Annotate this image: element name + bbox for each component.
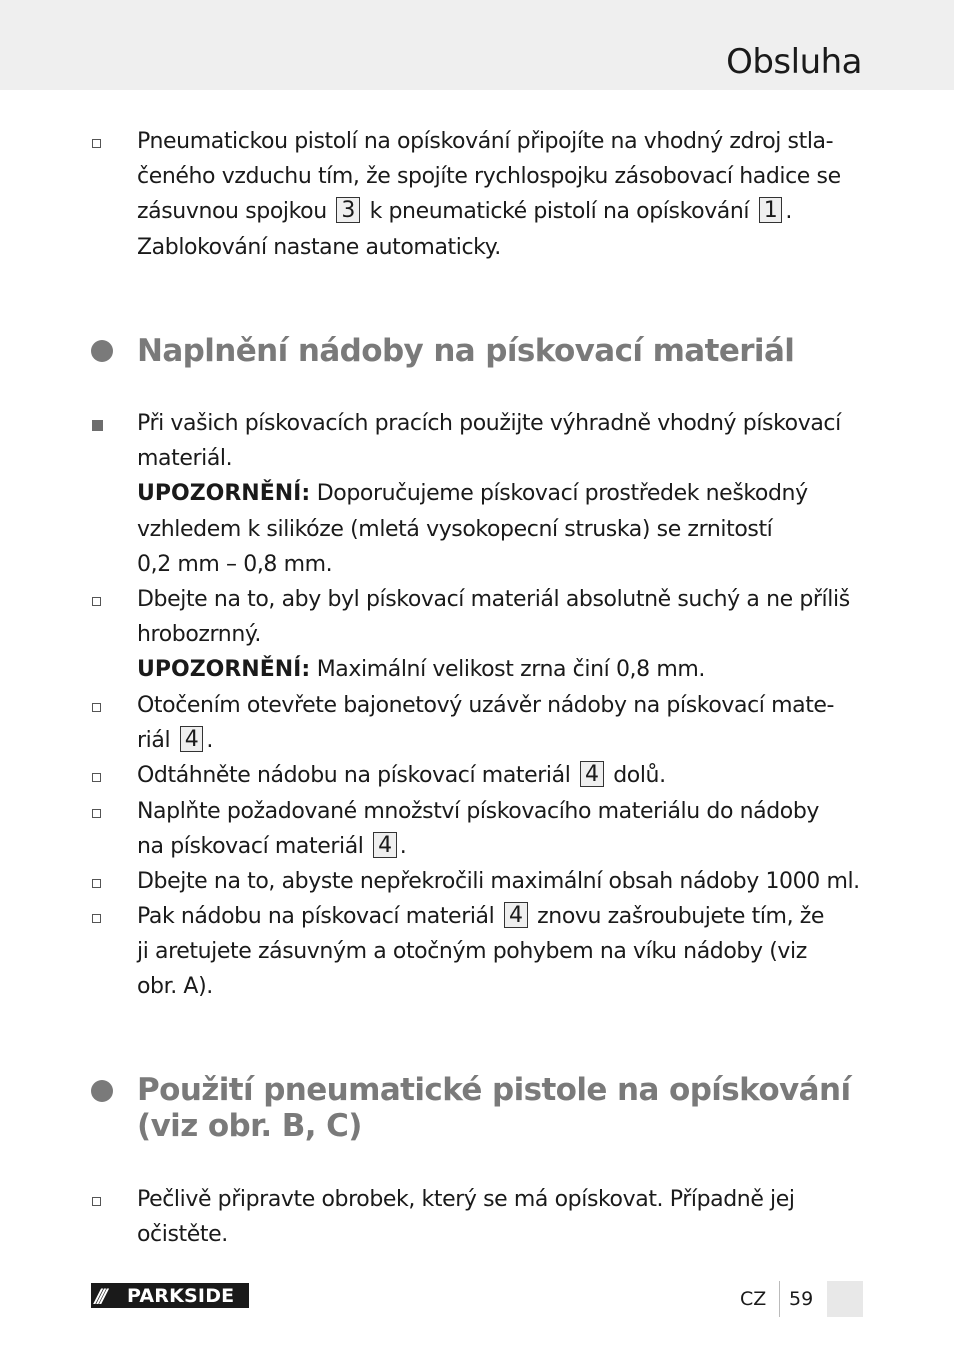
square-bullet xyxy=(92,420,103,431)
list-item: Pečlivě připravte obrobek, který se má opískovat. Případně jej očistěte. xyxy=(137,1187,795,1248)
checkbox-bullet xyxy=(92,879,101,888)
list-item: Pak nádobu na pískovací materiál 4 znovu zašroubujete tím, že ji aretujete zásuvným a otočným pohybem na víku nádoby (viz obr. A). xyxy=(137,903,825,1000)
logo-slashes: /// xyxy=(95,1284,104,1307)
list-item: Otočením otevřete bajonetový uzávěr nádoby na pískovací mate- riál 4 . xyxy=(137,693,835,754)
ref-number-box: 4 xyxy=(373,832,397,858)
list-item: Naplňte požadované množství pískovacího materiálu do nádoby na pískovací materiál 4 . xyxy=(137,799,820,860)
checkbox-bullet xyxy=(92,139,101,148)
warning-label: UPOZORNĚNÍ: xyxy=(137,481,311,507)
footer-divider xyxy=(779,1281,780,1317)
list-item: Dbejte na to, abyste nepřekročili maximální obsah nádoby 1000 ml. xyxy=(137,869,860,894)
intro-paragraph: Pneumatickou pistolí na opískování připojíte na vhodný zdroj stla- čeného vzduchu tím, že spojíte rychlospojku zásobovací hadice se zásuvnou spojkou 3 k pneumatické pistolí na opískování 1 . Zablokování nastane automaticky. xyxy=(137,129,841,260)
language-code: CZ xyxy=(740,1288,767,1310)
checkbox-bullet xyxy=(92,914,101,923)
checkbox-bullet xyxy=(92,773,101,782)
ref-number-box: 4 xyxy=(580,761,604,787)
page-number: 59 xyxy=(789,1288,814,1310)
checkbox-bullet xyxy=(92,597,101,606)
page-tab-marker xyxy=(827,1281,863,1317)
ref-number-box: 4 xyxy=(504,902,528,928)
section-heading-usage: Použití pneumatické pistole na opískování (viz obr. B, C) xyxy=(137,1072,851,1144)
ref-number-box: 1 xyxy=(759,197,783,223)
ref-number-box: 3 xyxy=(336,197,360,223)
section-bullet-icon xyxy=(91,1080,113,1102)
page-title: Obsluha xyxy=(726,42,862,82)
list-item: Odtáhněte nádobu na pískovací materiál 4 dolů. xyxy=(137,762,666,788)
list-item: Dbejte na to, aby byl pískovací materiál absolutně suchý a ne příliš hrobozrnný. UPOZORNĚNÍ: Maximální velikost zrna činí 0,8 mm. xyxy=(137,587,850,683)
checkbox-bullet xyxy=(92,809,101,818)
list-item: Při vašich pískovacích pracích použijte výhradně vhodný pískovací materiál. UPOZORNĚNÍ: Doporučujeme pískovací prostředek neškodný vzhledem k silikóze (mletá vysokopecní struska) se zrnitostí 0,2 mm – 0,8 mm. xyxy=(137,411,841,577)
parkside-logo xyxy=(91,1283,249,1308)
checkbox-bullet xyxy=(92,703,101,712)
section-heading-filling: Naplnění nádoby na pískovací materiál xyxy=(137,333,795,369)
warning-label: UPOZORNĚNÍ: xyxy=(137,657,311,683)
brand-name: PARKSIDE xyxy=(127,1284,235,1307)
section-bullet-icon xyxy=(91,340,113,362)
ref-number-box: 4 xyxy=(180,726,204,752)
checkbox-bullet xyxy=(92,1197,101,1206)
